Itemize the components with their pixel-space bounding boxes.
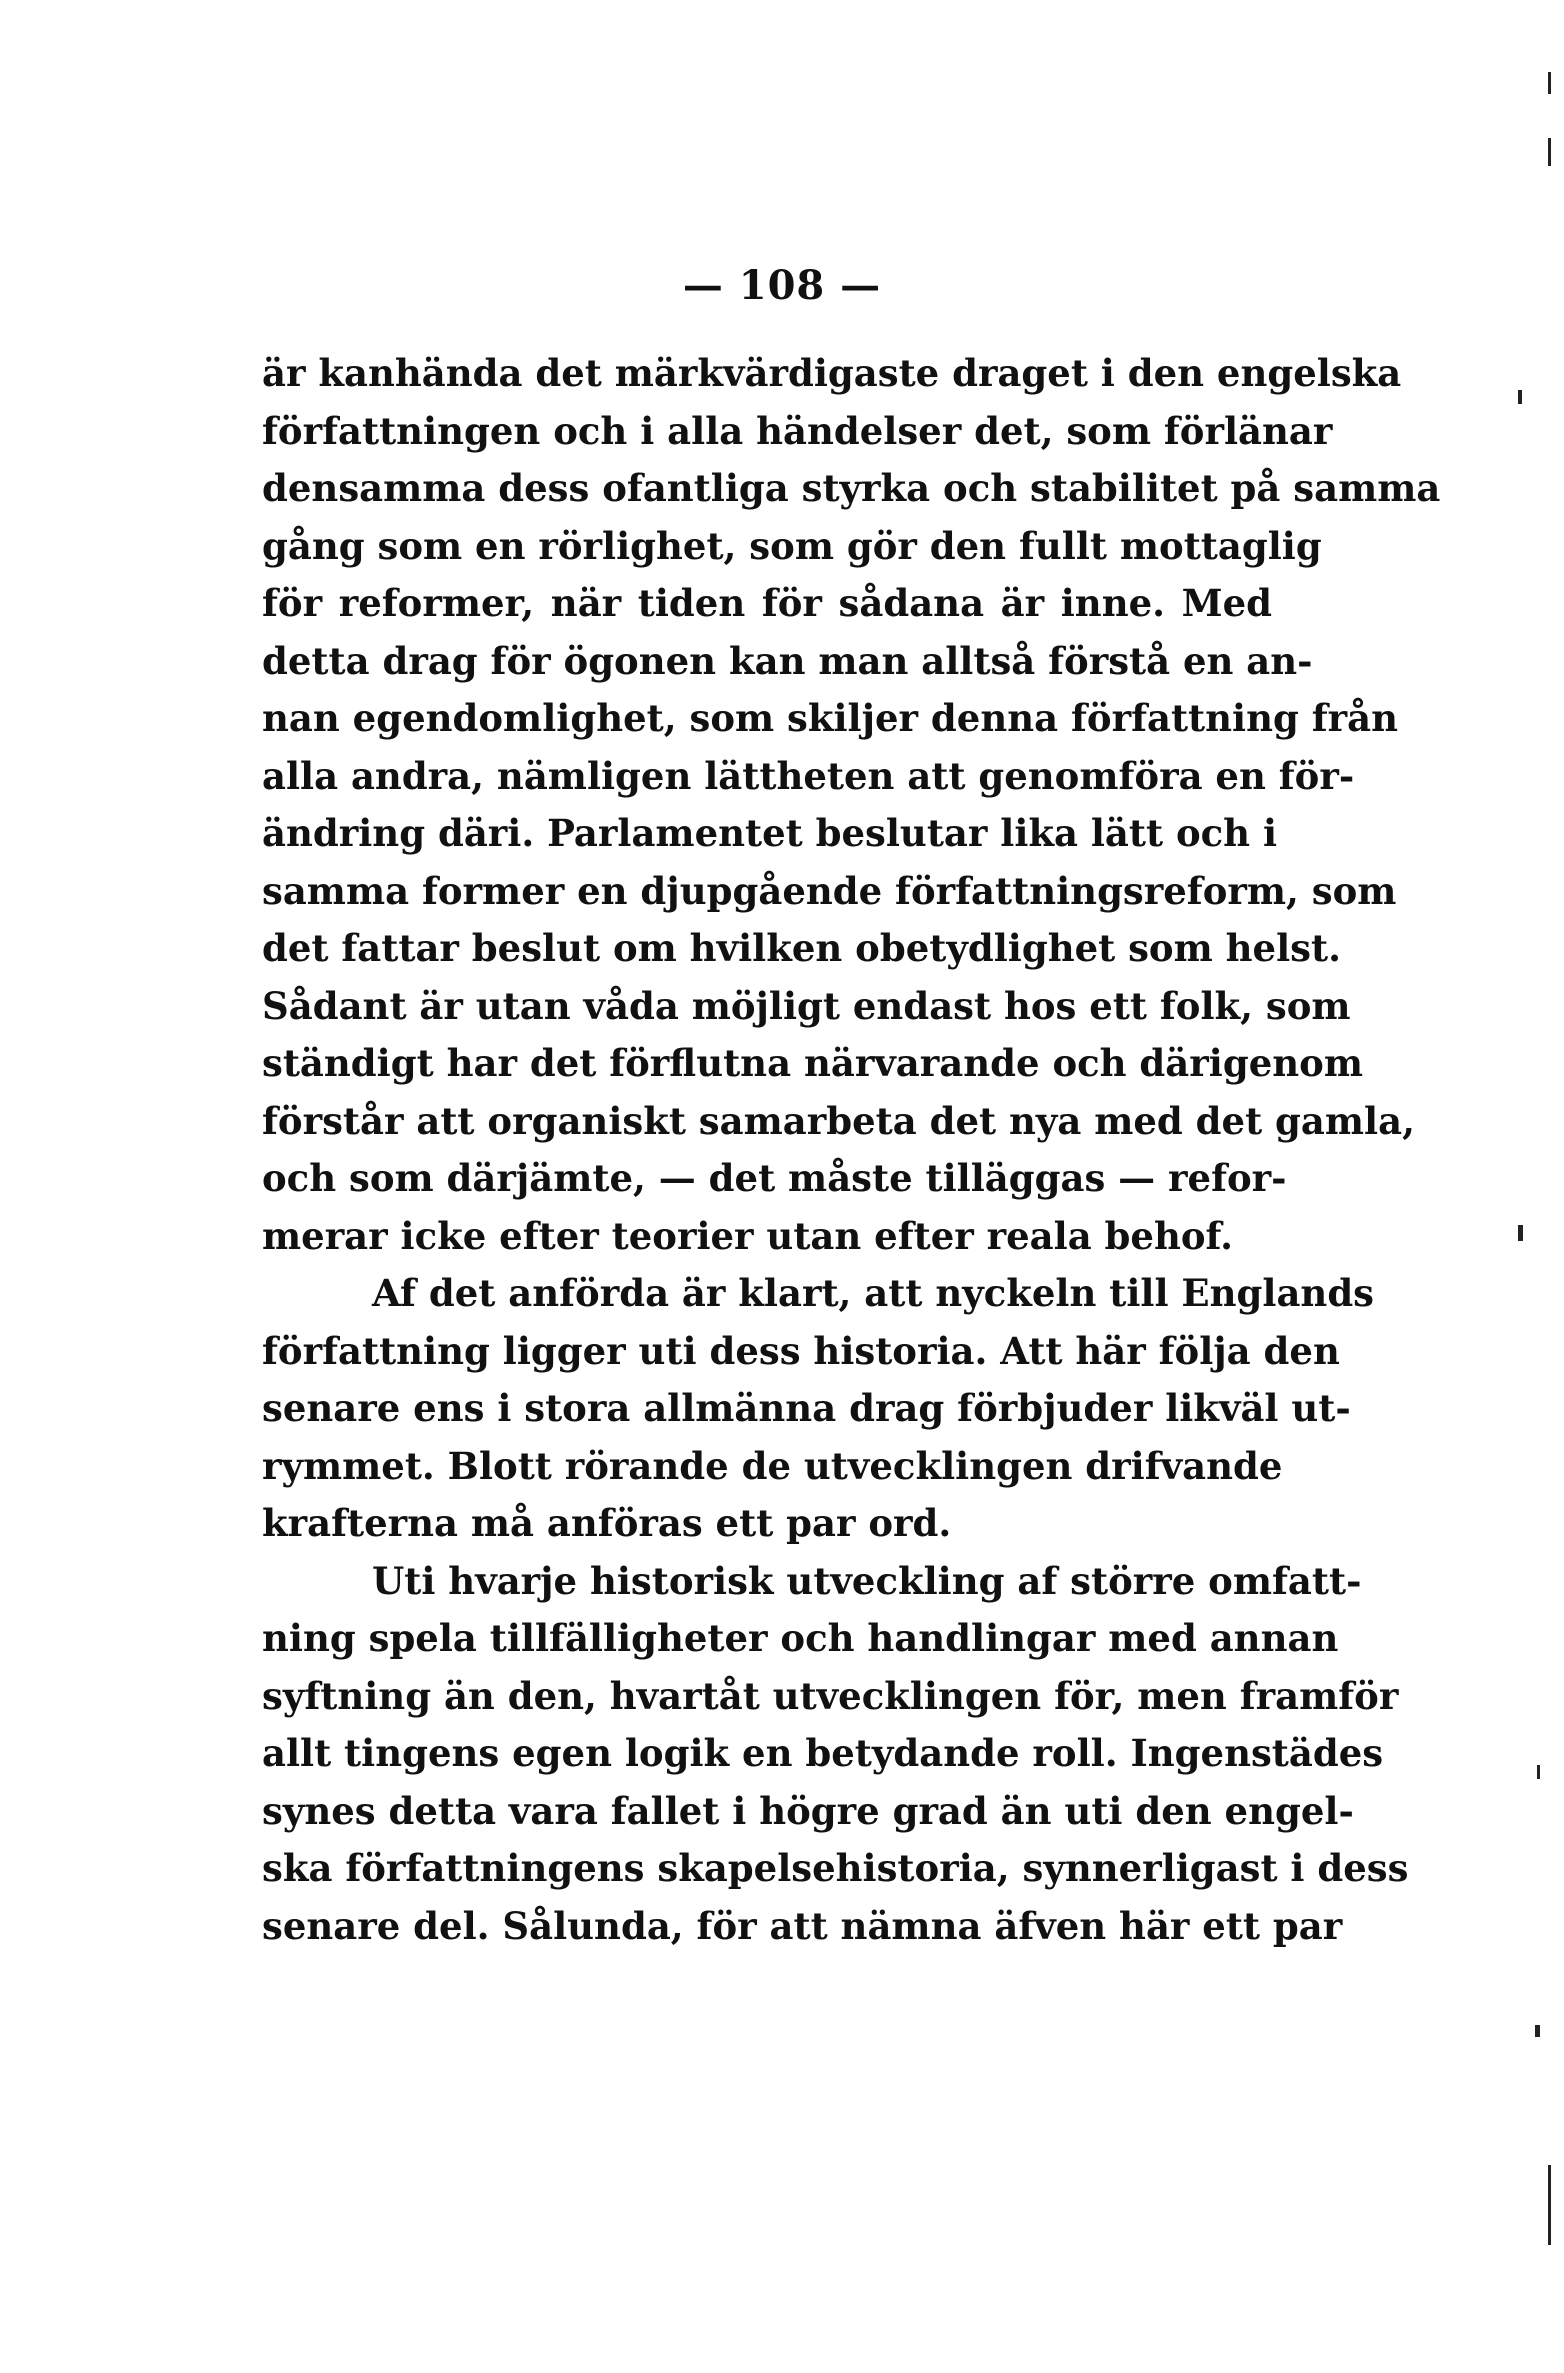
paragraph-2: [262, 1265, 1375, 1553]
text-line: för reformer, när tiden för sådana är inne. Med: [262, 581, 1272, 625]
text-line: författning ligger uti dess historia. Att här följa den: [262, 1328, 1340, 1373]
scan-speck: [1518, 1225, 1523, 1241]
scan-speck: [1518, 390, 1522, 404]
text-line: merar icke efter teorier utan efter reala behof.: [262, 1213, 1234, 1258]
text-line: alla andra, nämligen lättheten att genomföra en för-: [262, 753, 1355, 798]
text-line: förstår att organiskt samarbeta det nya med det gamla,: [262, 1098, 1415, 1143]
scan-speck: [1548, 138, 1551, 166]
text-line: krafterna må anföras ett par ord.: [262, 1501, 952, 1545]
text-line: detta drag för ögonen kan man alltså förstå en an-: [262, 638, 1313, 683]
text-line: synes detta vara fallet i högre grad än uti den engel-: [262, 1788, 1354, 1833]
text-line: författningen och i alla händelser det, som förlänar: [262, 408, 1333, 453]
text-line: Uti hvarje historisk utveckling af större omfatt-: [372, 1558, 1362, 1603]
text-line: ständigt har det förflutna närvarande och därigenom: [262, 1041, 1363, 1085]
text-line: ning spela tillfälligheter och handlingar med annan: [262, 1616, 1339, 1660]
text-line: densamma dess ofantliga styrka och stabilitet på samma: [262, 466, 1441, 510]
scan-speck: [1548, 72, 1551, 94]
text-line: nan egendomlighet, som skiljer denna författning från: [262, 696, 1399, 740]
text-line: gång som en rörlighet, som gör den fullt mottaglig: [262, 523, 1322, 568]
paragraph-3: [262, 1553, 1409, 1956]
text-line: allt tingens egen logik en betydande roll. Ingenstädes: [262, 1731, 1384, 1775]
scan-speck: [1537, 1765, 1540, 1779]
text-line: senare ens i stora allmänna drag förbjuder likväl ut-: [262, 1386, 1351, 1430]
scan-speck: [1535, 2025, 1540, 2037]
text-line: det fattar beslut om hvilken obetydlighet som helst.: [262, 926, 1341, 970]
text-line: senare del. Sålunda, för att nämna äfven här ett par: [262, 1903, 1343, 1948]
body-text: [262, 345, 1441, 1955]
text-line: ändring däri. Parlamentet beslutar lika lätt och i: [262, 811, 1278, 855]
text-line: rymmet. Blott rörande de utvecklingen drifvande: [262, 1443, 1283, 1488]
text-line: Af det anförda är klart, att nyckeln till Englands: [372, 1271, 1375, 1315]
page-number: — 108 —: [682, 262, 882, 309]
text-line: Sådant är utan våda möjligt endast hos ett folk, som: [262, 983, 1351, 1028]
text-line: samma former en djupgående författningsreform, som: [262, 868, 1397, 913]
paragraph-1: [262, 345, 1441, 1265]
text-line: ska författningens skapelsehistoria, synnerligast i dess: [262, 1846, 1409, 1890]
text-line: är kanhända det märkvärdigaste draget i den engelska: [262, 351, 1402, 395]
text-line: och som därjämte, — det måste tilläggas — refor-: [262, 1156, 1287, 1200]
text-line: syftning än den, hvartåt utvecklingen för, men framför: [262, 1673, 1399, 1718]
scan-speck: [1548, 2165, 1551, 2245]
